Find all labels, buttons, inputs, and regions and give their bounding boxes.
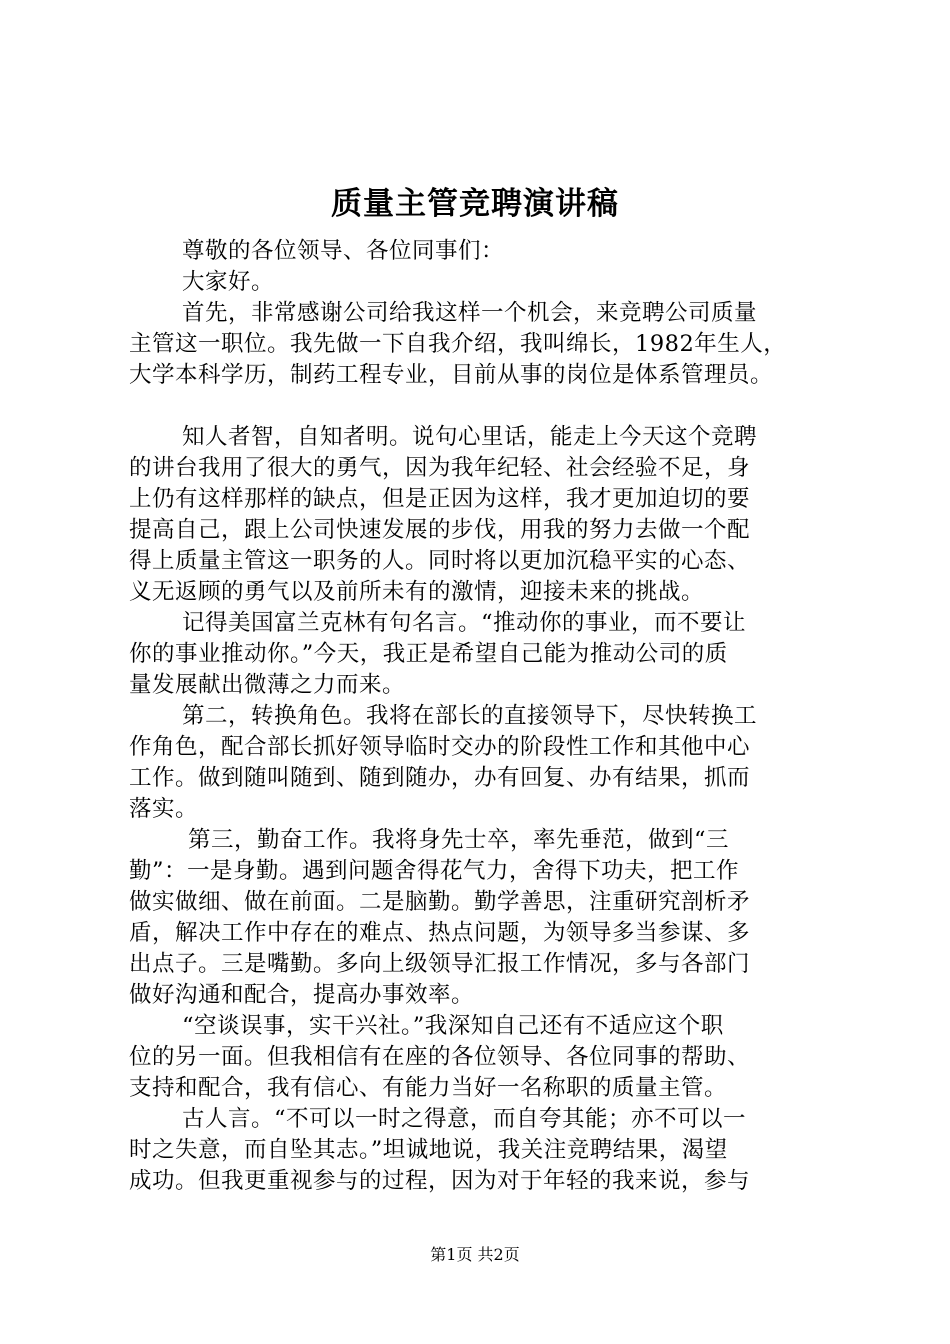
document-title: 质量主管竞聘演讲稿 bbox=[331, 186, 619, 222]
salutation-line: 尊敬的各位领导、各位同事们： bbox=[182, 238, 505, 264]
paragraph-line: 工作。做到随叫随到、随到随办，办有回复、办有结果，抓而 bbox=[129, 765, 751, 791]
paragraph-line: 成功。但我更重视参与的过程，因为对于年轻的我来说，参与 bbox=[129, 1168, 751, 1194]
page-footer: 第1页 共2页 bbox=[430, 1245, 520, 1264]
paragraph-line: 量发展献出微薄之力而来。 bbox=[129, 672, 406, 698]
paragraph-line: 落实。 bbox=[129, 796, 199, 822]
paragraph-spacer bbox=[129, 391, 829, 422]
paragraph-line: 义无返顾的勇气以及前所未有的激情，迎接未来的挑战。 bbox=[129, 579, 705, 605]
paragraph-line: 的讲台我用了很大的勇气，因为我年纪轻、社会经验不足，身 bbox=[129, 455, 751, 481]
paragraph-line: 古人言。“不可以一时之得意，而自夸其能；亦不可以一 bbox=[182, 1106, 747, 1132]
paragraph-line: 主管这一职位。我先做一下自我介绍，我叫绵长，1982年生人， bbox=[129, 331, 787, 357]
paragraph-line: 第三，勤奋工作。我将身先士卒，率先垂范，做到“三 bbox=[188, 827, 730, 853]
paragraph-line: 盾，解决工作中存在的难点、热点问题，为领导多当参谋、多 bbox=[129, 920, 751, 946]
paragraph-line: 提高自己，跟上公司快速发展的步伐，用我的努力去做一个配 bbox=[129, 517, 751, 543]
paragraph-line: 第二，转换角色。我将在部长的直接领导下，尽快转换工 bbox=[182, 703, 758, 729]
paragraph-line: 作角色，配合部长抓好领导临时交办的阶段性工作和其他中心 bbox=[129, 734, 751, 760]
paragraph-line: 位的另一面。但我相信有在座的各位领导、各位同事的帮助、 bbox=[129, 1044, 751, 1070]
paragraph-line: 知人者智，自知者明。说句心里话，能走上今天这个竞聘 bbox=[182, 424, 758, 450]
paragraph-line: 得上质量主管这一职务的人。同时将以更加沉稳平实的心态、 bbox=[129, 548, 751, 574]
paragraph-line: 首先，非常感谢公司给我这样一个机会，来竞聘公司质量 bbox=[182, 300, 758, 326]
paragraph-line: 勤”：一是身勤。遇到问题舍得花气力，舍得下功夫，把工作 bbox=[129, 858, 740, 884]
paragraph-line: 大学本科学历，制药工程专业，目前从事的岗位是体系管理员。 bbox=[129, 362, 774, 388]
paragraph-line: 时之失意，而自坠其志。”坦诚地说，我关注竞聘结果，渴望 bbox=[129, 1137, 728, 1163]
paragraph-line: “空谈误事，实干兴社。”我深知自己还有不适应这个职 bbox=[182, 1013, 724, 1039]
paragraph-line: 支持和配合，我有信心、有能力当好一名称职的质量主管。 bbox=[129, 1075, 728, 1101]
greeting-line: 大家好。 bbox=[182, 269, 275, 295]
paragraph-line: 你的事业推动你。”今天，我正是希望自己能为推动公司的质 bbox=[129, 641, 728, 667]
paragraph-line: 上仍有这样那样的缺点，但是正因为这样，我才更加迫切的要 bbox=[129, 486, 751, 512]
document-body bbox=[129, 236, 829, 1197]
paragraph-line: 做实做细、做在前面。二是脑勤。勤学善思，注重研究剖析矛 bbox=[129, 889, 751, 915]
paragraph-line: 做好沟通和配合，提高办事效率。 bbox=[129, 982, 475, 1008]
paragraph-line: 出点子。三是嘴勤。多向上级领导汇报工作情况，多与各部门 bbox=[129, 951, 751, 977]
paragraph-line: 记得美国富兰克林有句名言。“推动你的事业，而不要让 bbox=[182, 610, 747, 636]
